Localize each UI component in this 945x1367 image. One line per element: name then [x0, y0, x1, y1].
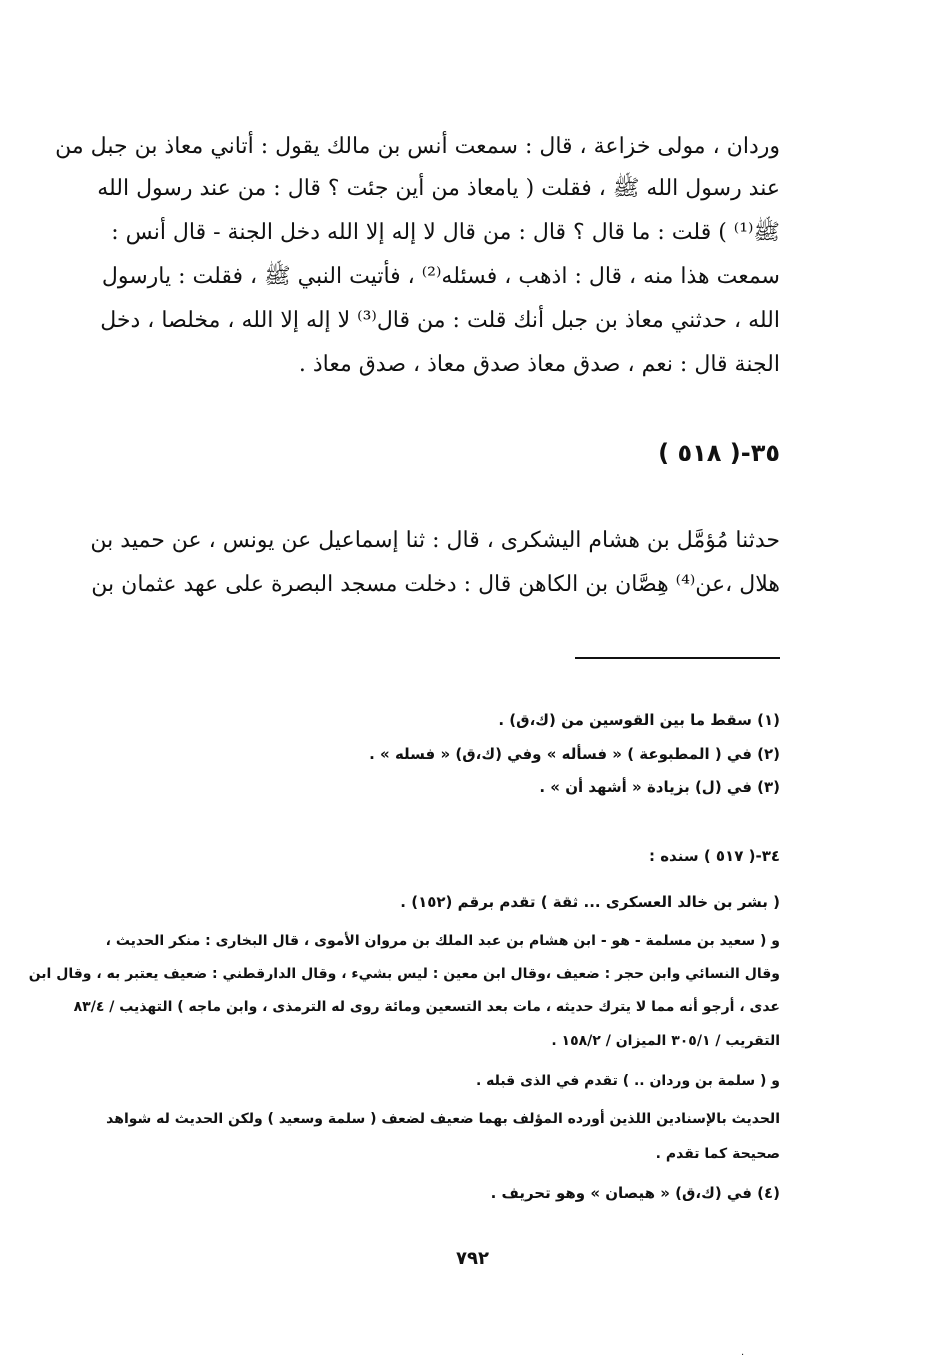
- main-text-line-4: سمعت هذا منه ، قال : اذهب ، فسئله⁽²⁾ ، فأتيت النبي ﷺ ، فقلت : يارسول: [101, 264, 780, 289]
- isnad-note-3: وقال النسائي وابن حجر : ضعيف ،وقال ابن معين : ليس بشيء ، وقال الدارقطني : ضعيف يعتبر به ، وقال ابن: [28, 966, 780, 982]
- isnad-note-5: التقريب / ٣٠٥/١ الميزان / ١٥٨/٢ .: [551, 1033, 780, 1049]
- isnad-note-7: الحديث بالإسنادين اللذين أورده المؤلف بهما ضعيف لضعف ( سلمة وسعيد ) ولكن الحديث له شواهد: [106, 1111, 780, 1127]
- hadith-number-heading: ٣٥-( ٥١٨ ): [658, 439, 780, 467]
- footnote-4: (٤) في (ك،ق) « هيصان » وهو تحريف .: [490, 1184, 780, 1202]
- isnad-note-4: عدى ، أرجو أنه مما لا يترك حديثه ، مات بعد التسعين ومائة روى له الترمذى ، وابن ماجه ) التهذيب / ٨٣/٤: [73, 999, 780, 1015]
- footnote-2: (٢) في ( المطبوعة ) « فسأله » وفي (ك،ق) « فسله » .: [369, 745, 780, 763]
- hadith-text-line-2: هلال ،عن⁽⁴⁾ هِصَّان بن الكاهن قال : دخلت مسجد البصرة على عهد عثمان بن: [91, 572, 780, 597]
- footnote-3: (٣) في (ل) بزيادة « أشهد أن » .: [539, 778, 780, 796]
- main-text-line-6: الجنة قال : نعم ، صدق معاذ صدق معاذ ، صدق معاذ .: [298, 352, 780, 377]
- print-speck-mark: ·: [741, 1350, 745, 1361]
- main-text-line-3: ﷺ⁽¹⁾ ) قلت : ما قال ؟ قال : من قال لا إله إلا الله دخل الجنة - قال أنس :: [111, 220, 780, 245]
- isnad-note-6: و ( سلمة بن وردان .. ) تقدم في الذى قبله .: [475, 1073, 780, 1089]
- footnote-1: (١) سقط ما بين القوسين من (ك،ق) .: [498, 711, 780, 729]
- isnad-note-8: صحيحة كما تقدم .: [655, 1146, 780, 1162]
- hadith-text-line-1: حدثنا مُؤمَّل بن هشام اليشكرى ، قال : ثنا إسماعيل عن يونس ، عن حميد بن: [90, 528, 780, 553]
- main-text-line-5: الله ، حدثني معاذ بن جبل أنك قلت : من قال⁽³⁾ لا إله إلا الله ، مخلصا ، دخل: [100, 308, 780, 333]
- main-text-line-2: عند رسول الله ﷺ ، فقلت ( يامعاذ من أين جئت ؟ قال : من عند رسول الله: [97, 176, 780, 201]
- isnad-note-1: ( بشر بن خالد العسكرى ... ثقة ) تقدم برقم (١٥٢) .: [400, 893, 780, 911]
- footnote-separator: [575, 657, 780, 659]
- isnad-heading: ٣٤-( ٥١٧ ) سنده :: [648, 847, 780, 865]
- main-text-line-1: وردان ، مولى خزاعة ، قال : سمعت أنس بن مالك يقول : أتاني معاذ بن جبل من: [55, 134, 780, 159]
- page-number: ٧٩٢: [456, 1248, 489, 1269]
- isnad-note-2: و ( سعيد بن مسلمة - هو - ابن هشام بن عبد الملك بن مروان الأموى ، قال البخارى : منكر الحديث ،: [105, 933, 780, 949]
